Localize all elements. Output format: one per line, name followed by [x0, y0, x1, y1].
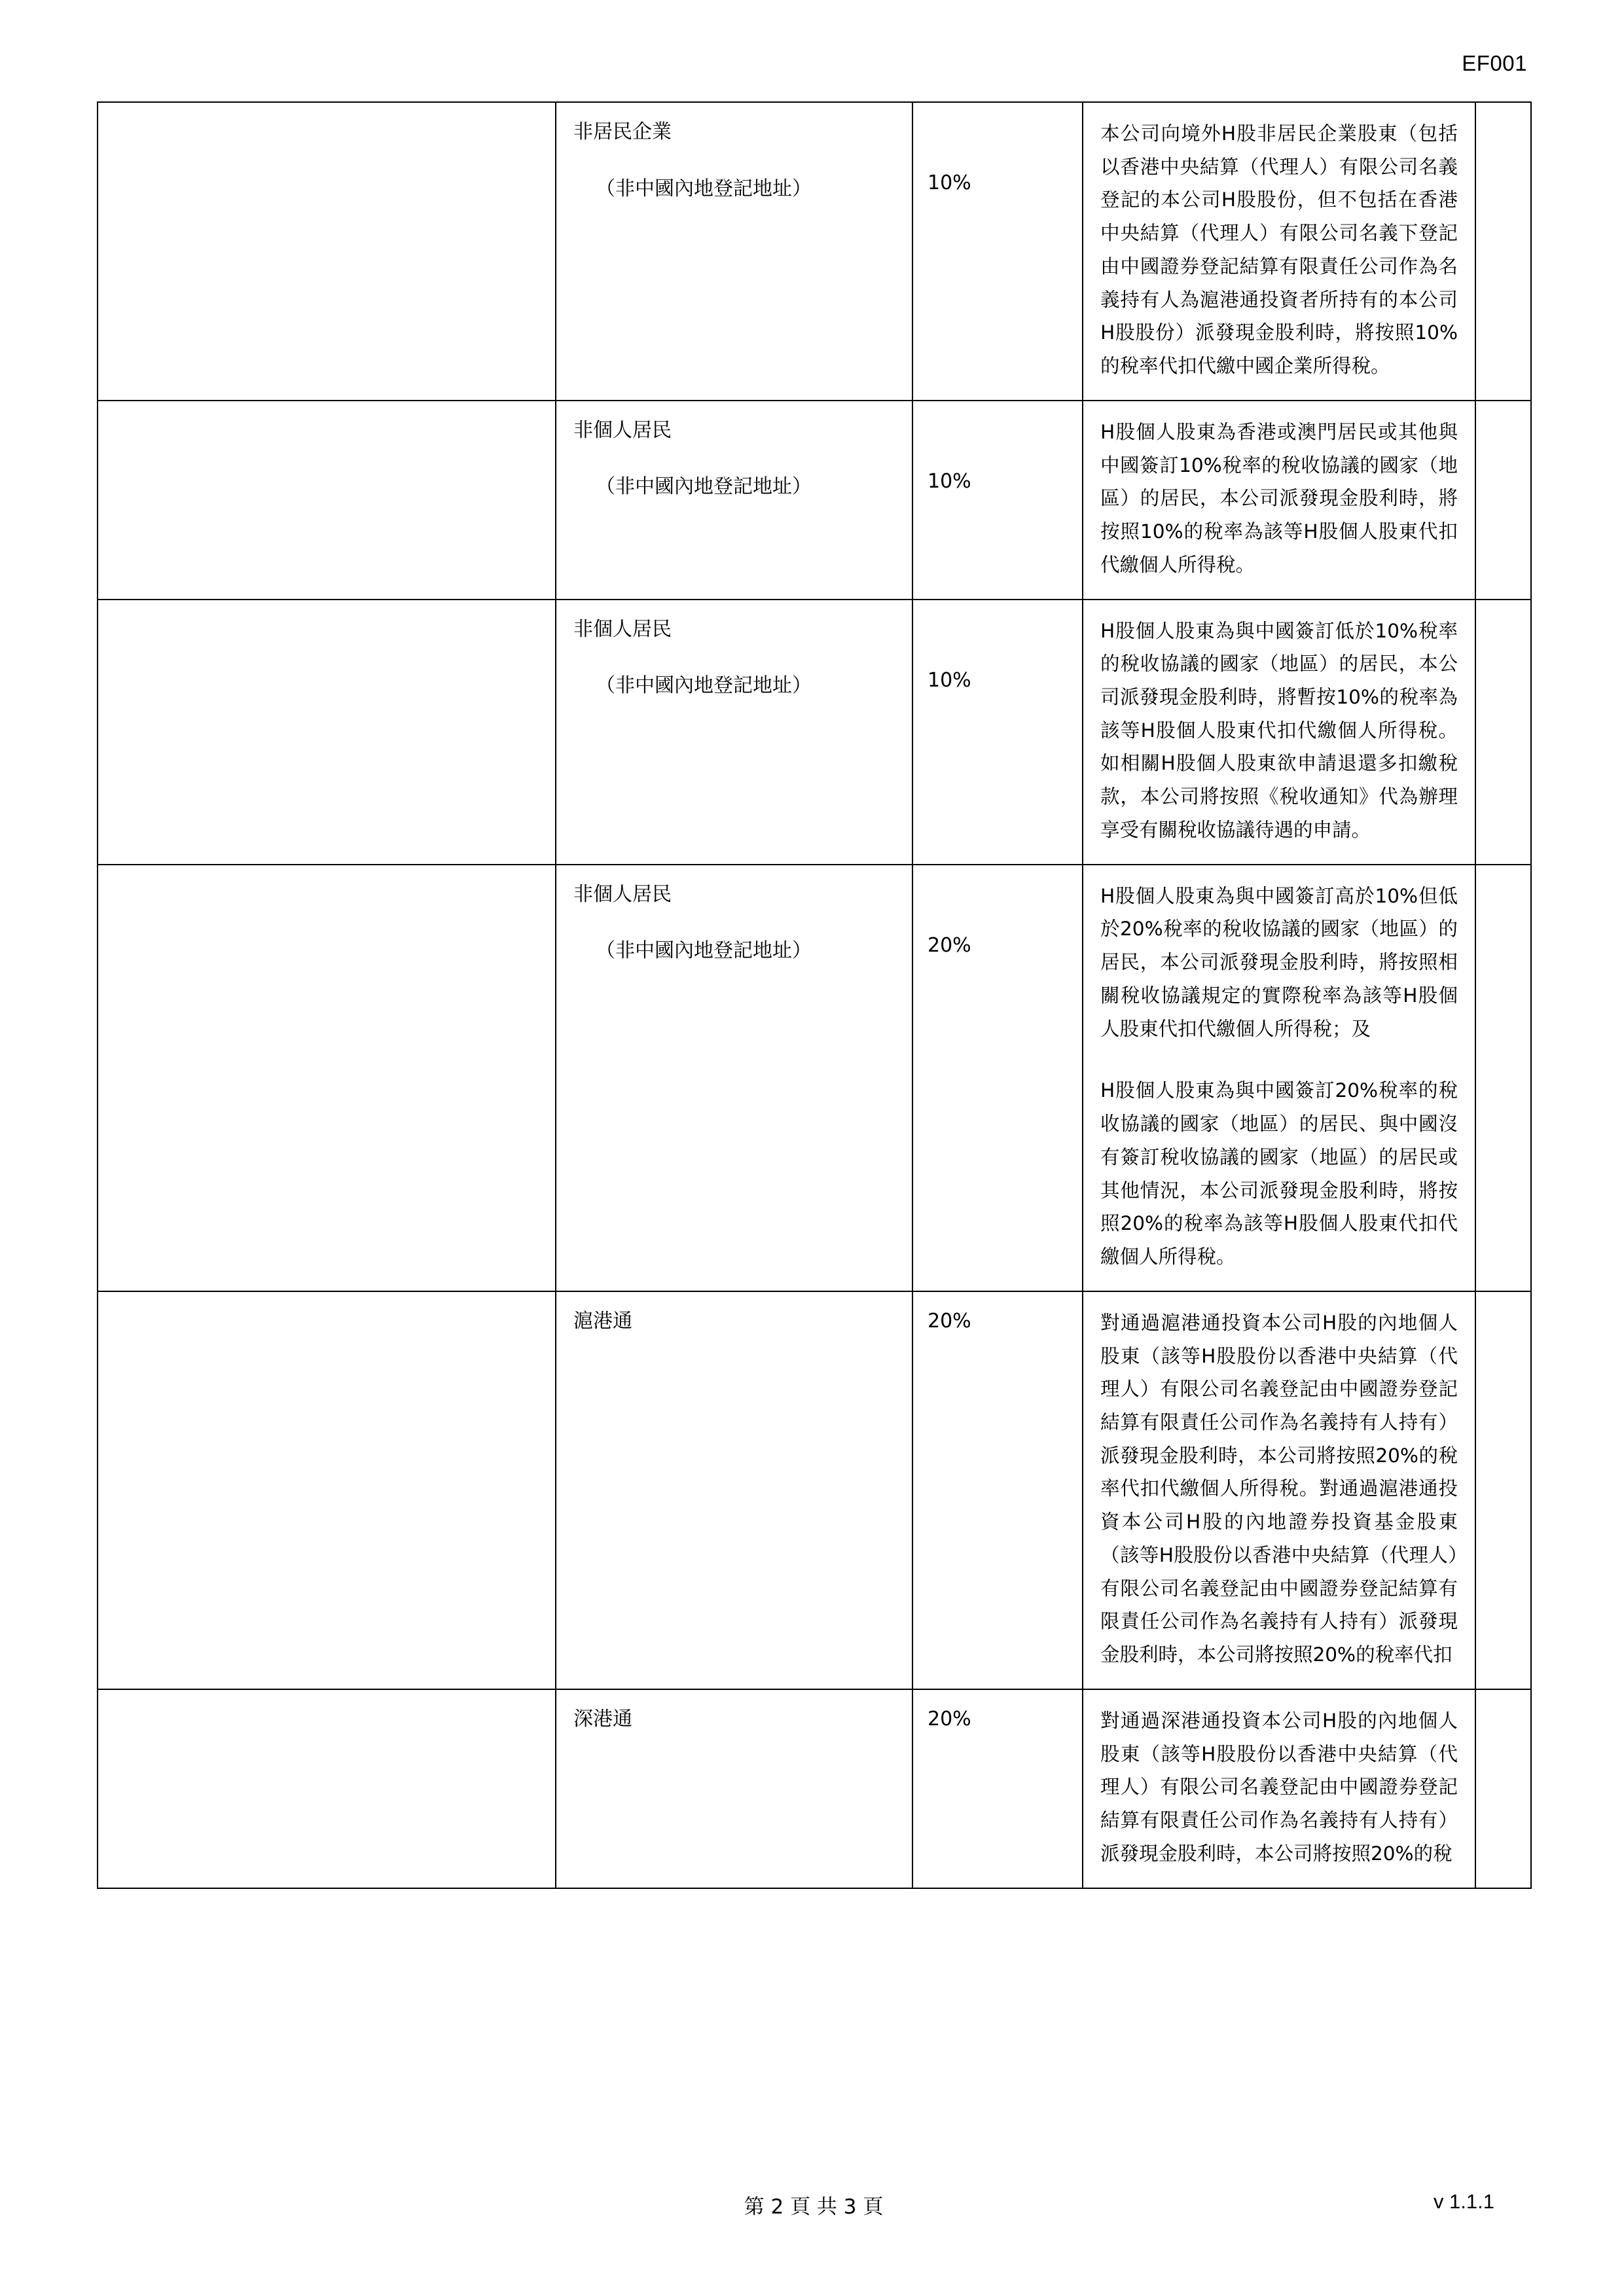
description-paragraph: H股個人股東為與中國簽訂低於10%稅率的稅收協議的國家（地區）的居民，本公司派發現金股利時，將暫按10%的稅率為該等H股個人股東代扣代繳個人所得稅。如相關H股個人股東欲申請退還多扣繳稅款，本公司將按照《稅收通知》代為辦理享受有關稅收協議待遇的申請。 [1100, 619, 1458, 841]
description-cell [1083, 1291, 1475, 1689]
tax-table-wrapper [97, 101, 1530, 1889]
page-footer [97, 2190, 1530, 2219]
left-blank-cell [98, 1291, 556, 1689]
category-primary: 滬港通 [573, 1309, 632, 1333]
right-blank-cell [1475, 600, 1531, 865]
table-row [98, 1689, 1531, 1888]
category-cell [556, 102, 912, 401]
description-paragraph: 對通過滬港通投資本公司H股的內地個人股東（該等H股股份以香港中央結算（代理人）有限公司名義登記由中國證券登記結算有限責任公司作為名義持有人持有）派發現金股利時，本公司將按照20%的稅率代扣代繳個人所得稅。對通過滬港通投資本公司H股的內地證券投資基金股東（該等H股股份以香港中央結算（代理人）有限公司名義登記由中國證券登記結算有限責任公司作為名義持有人持有）派發現金股利時，本公司將按照20%的稅率代扣 [1100, 1311, 1458, 1666]
right-blank-cell [1475, 401, 1531, 600]
table-row [98, 401, 1531, 600]
rate-cell [912, 1291, 1083, 1689]
rate-cell [912, 401, 1083, 600]
table-row [98, 1291, 1531, 1689]
description-paragraph: 本公司向境外H股非居民企業股東（包括以香港中央結算（代理人）有限公司名義登記的本公司H股股份，但不包括在香港中央結算（代理人）有限公司名義下登記由中國證券登記結算有限責任公司作為名義持有人為滬港通投資者所持有的本公司H股股份）派發現金股利時，將按照10%的稅率代扣代繳中國企業所得稅。 [1100, 122, 1458, 378]
right-blank-cell [1475, 865, 1531, 1291]
description-paragraph: H股個人股東為與中國簽訂20%稅率的稅收協議的國家（地區）的居民、與中國沒有簽訂稅收協議的國家（地區）的居民或其他情況，本公司派發現金股利時，將按照20%的稅率為該等H股個人股東代扣代繳個人所得稅。 [1100, 1079, 1458, 1268]
version-label: v 1.1.1 [1433, 2190, 1494, 2213]
rate-cell [912, 600, 1083, 865]
category-cell [556, 1291, 912, 1689]
description-cell [1083, 600, 1475, 865]
document-code: EF001 [1462, 51, 1527, 75]
left-blank-cell [98, 1689, 556, 1888]
category-cell [556, 401, 912, 600]
left-blank-cell [98, 401, 556, 600]
description-cell [1083, 1689, 1475, 1888]
category-cell [556, 600, 912, 865]
category-primary: 深港通 [573, 1707, 632, 1731]
rate-value: 20% [928, 933, 971, 957]
category-cell [556, 865, 912, 1291]
category-secondary: （非中國內地登記地址） [596, 674, 812, 698]
rate-value: 10% [928, 668, 971, 692]
table-row [98, 865, 1531, 1291]
right-blank-cell [1475, 1291, 1531, 1689]
description-paragraph: 對通過深港通投資本公司H股的內地個人股東（該等H股股份以香港中央結算（代理人）有限公司名義登記由中國證券登記結算有限責任公司作為名義持有人持有）派發現金股利時，本公司將按照20%的稅 [1100, 1709, 1458, 1865]
description-cell [1083, 865, 1475, 1291]
category-primary: 非個人居民 [573, 617, 672, 641]
category-secondary: （非中國內地登記地址） [596, 475, 812, 499]
rate-value: 20% [928, 1309, 971, 1333]
description-cell [1083, 102, 1475, 401]
left-blank-cell [98, 600, 556, 865]
rate-cell [912, 102, 1083, 401]
description-paragraph: H股個人股東為與中國簽訂高於10%但低於20%稅率的稅收協議的國家（地區）的居民，本公司派發現金股利時，將按照相關稅收協議規定的實際稅率為該等H股個人股東代扣代繳個人所得稅；及 [1100, 884, 1458, 1040]
rate-cell [912, 865, 1083, 1291]
category-primary: 非居民企業 [573, 120, 672, 143]
rate-value: 10% [928, 171, 971, 194]
table-row [98, 102, 1531, 401]
category-secondary: （非中國內地登記地址） [596, 177, 812, 200]
left-blank-cell [98, 865, 556, 1291]
right-blank-cell [1475, 1689, 1531, 1888]
rate-value: 10% [928, 469, 971, 493]
category-primary: 非個人居民 [573, 882, 672, 906]
category-primary: 非個人居民 [573, 418, 672, 442]
page-number: 第 2 頁 共 3 頁 [744, 2195, 884, 2219]
category-secondary: （非中國內地登記地址） [596, 939, 812, 963]
rate-cell [912, 1689, 1083, 1888]
left-blank-cell [98, 102, 556, 401]
rate-value: 20% [928, 1707, 971, 1731]
table-row [98, 600, 1531, 865]
tax-table [97, 101, 1532, 1889]
tax-table-body [98, 102, 1531, 1888]
category-cell [556, 1689, 912, 1888]
description-cell [1083, 401, 1475, 600]
right-blank-cell [1475, 102, 1531, 401]
description-paragraph: H股個人股東為香港或澳門居民或其他與中國簽訂10%稅率的稅收協議的國家（地區）的居民，本公司派發現金股利時，將按照10%的稅率為該等H股個人股東代扣代繳個人所得稅。 [1100, 420, 1458, 576]
